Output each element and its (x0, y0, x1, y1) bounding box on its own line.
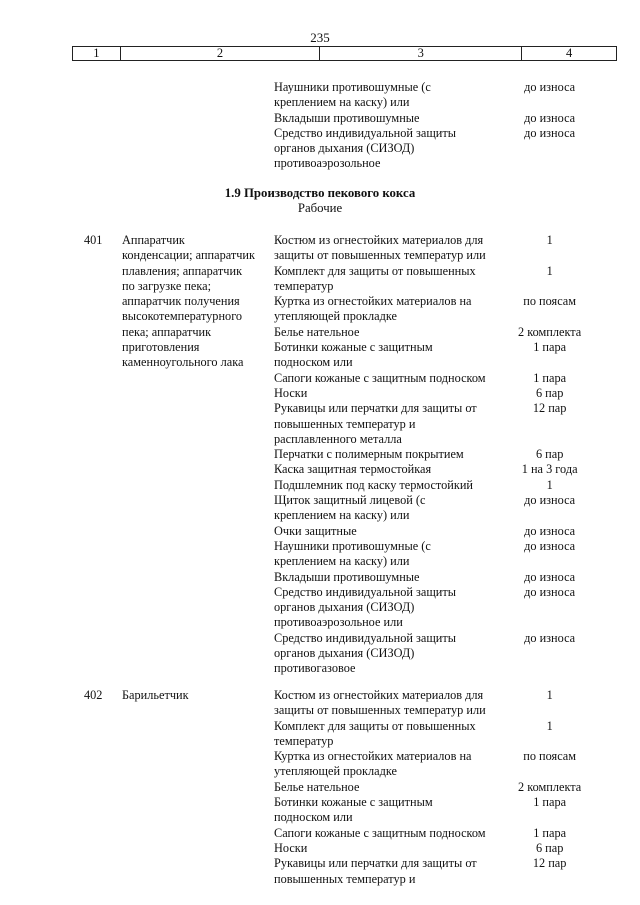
ppe-item-norm (495, 401, 604, 447)
ppe-item-norm-line: до износа (524, 630, 576, 645)
ppe-item-name (274, 340, 495, 371)
profession-line: пека; аппаратчик (122, 324, 212, 339)
ppe-item-name (274, 294, 495, 325)
ppe-item-name-line: Сапоги кожаные с защитным подноском (274, 370, 486, 385)
profession-line: Барильетчик (122, 688, 189, 702)
ppe-item-norm-line (495, 703, 604, 718)
ppe-item-name-line: Носки (274, 385, 308, 400)
ppe-item-norm (495, 264, 604, 295)
ppe-item-norm-line: 6 пар (535, 840, 564, 855)
ppe-item (274, 80, 604, 111)
ppe-item (274, 719, 604, 750)
profession-line: конденсации; аппаратчик (122, 248, 255, 263)
ppe-item-norm (495, 841, 604, 856)
ppe-item-norm (495, 371, 604, 386)
ppe-item-name (274, 233, 495, 264)
ppe-item-name (274, 462, 495, 477)
ppe-item (274, 780, 604, 795)
section-title: 1.9 Производство пекового кокса (224, 186, 416, 200)
ppe-item-norm-line: 1 (546, 688, 553, 702)
profession-line: плавления; аппаратчик (122, 263, 243, 278)
ppe-item-name-line: Средство индивидуальной защиты (274, 584, 457, 599)
ppe-item-norm-line: по поясам (523, 294, 577, 309)
ppe-item (274, 126, 604, 172)
ppe-item-name (274, 524, 495, 539)
ppe-item-norm (495, 826, 604, 841)
ppe-item-norm-line: 12 пар (532, 856, 567, 871)
ppe-item-name-line: противоаэрозольное (274, 156, 381, 171)
ppe-item (274, 447, 604, 462)
ppe-item-name-line: креплением на каску) или (274, 95, 410, 110)
ppe-item (274, 688, 604, 719)
ppe-item-norm-line: до износа (524, 584, 576, 599)
ppe-item-name-line: Подшлемник под каску термостойкий (274, 477, 473, 492)
ppe-item-name (274, 585, 495, 631)
ppe-item-name-line: Наушники противошумные (с (274, 80, 431, 94)
page-number: 235 (310, 30, 330, 45)
ppe-item-norm (495, 585, 604, 631)
ppe-item-name-line: органов дыхания (СИЗОД) (274, 646, 415, 661)
ppe-item-name (274, 719, 495, 750)
ppe-item-name-line: повышенных температур и (274, 416, 416, 431)
ppe-item-name-line: повышенных температур и (274, 871, 416, 886)
ppe-item-norm-line (495, 554, 604, 569)
ppe-item-norm (495, 856, 604, 887)
column-header-4: 4 (566, 46, 573, 60)
continuation-items-list (274, 80, 604, 172)
ppe-item-norm-line (495, 661, 604, 676)
ppe-item-name-line: Вкладыши противошумные (274, 110, 420, 125)
ppe-item-norm-line: 1 (546, 263, 553, 278)
ppe-item-norm (495, 478, 604, 493)
ppe-item-name-line: противогазовое (274, 661, 356, 676)
ppe-item-norm-line (495, 141, 604, 156)
ppe-item (274, 585, 604, 631)
ppe-item-name (274, 386, 495, 401)
ppe-item-name-line: Комплект для защиты от повышенных (274, 263, 476, 278)
ppe-item-norm-line: 1 (546, 718, 553, 733)
ppe-item-norm (495, 386, 604, 401)
ppe-item-name (274, 795, 495, 826)
ppe-item-name-line: Средство индивидуальной защиты (274, 630, 457, 645)
ppe-item-norm (495, 749, 604, 780)
ppe-item-name-line: Белье нательное (274, 324, 360, 339)
ppe-item-name (274, 371, 495, 386)
ppe-item-norm-line: 1 пара (533, 340, 567, 355)
ppe-item-name-line: Куртка из огнестойких материалов на (274, 294, 472, 309)
ppe-item-name-line: противоаэрозольное или (274, 615, 403, 630)
ppe-item-norm (495, 719, 604, 750)
profession-cell (122, 233, 272, 371)
ppe-item-name-line: Очки защитные (274, 523, 357, 538)
ppe-item-norm-line (495, 615, 604, 630)
ppe-item-norm (495, 111, 604, 126)
ppe-item-name (274, 780, 495, 795)
ppe-item (274, 570, 604, 585)
ppe-item-name-line: температур (274, 278, 334, 293)
ppe-item-norm-line: 1 (546, 233, 553, 247)
ppe-item-norm-line: до износа (524, 523, 576, 538)
ppe-item-norm-line (495, 872, 604, 887)
ppe-item-name (274, 841, 495, 856)
profession-line: Аппаратчик (122, 233, 185, 247)
ppe-item-name-line: Средство индивидуальной защиты (274, 125, 457, 140)
ppe-item (274, 539, 604, 570)
ppe-item-name-line: Щиток защитный лицевой (с (274, 493, 426, 508)
ppe-item (274, 371, 604, 386)
ppe-item-name-line: креплением на каску) или (274, 508, 410, 523)
profession-cell (122, 688, 272, 703)
ppe-item (274, 325, 604, 340)
ppe-item-name (274, 126, 495, 172)
ppe-item-norm-line: до износа (524, 538, 576, 553)
ppe-item-norm-line (495, 764, 604, 779)
ppe-item-norm-line (495, 355, 604, 370)
ppe-item (274, 826, 604, 841)
ppe-item-name (274, 631, 495, 677)
ppe-items-list (274, 688, 604, 887)
ppe-item-norm (495, 524, 604, 539)
ppe-item-norm-line: до износа (524, 80, 576, 94)
ppe-item (274, 386, 604, 401)
ppe-item-norm-line (495, 248, 604, 263)
ppe-item-name-line: креплением на каску) или (274, 554, 410, 569)
ppe-item-norm (495, 447, 604, 462)
ppe-item-norm-line: 1 пара (533, 825, 567, 840)
ppe-item-norm (495, 126, 604, 172)
ppe-item-name-line: утепляющей прокладке (274, 764, 397, 779)
profession-line: по загрузке пека; (122, 278, 212, 293)
row-number: 402 (84, 688, 103, 702)
ppe-item-name-line: Костюм из огнестойких материалов для (274, 688, 484, 702)
ppe-item-norm-line (495, 600, 604, 615)
ppe-item-norm-line (495, 646, 604, 661)
ppe-item-norm-line: 12 пар (532, 401, 567, 416)
ppe-item-norm (495, 340, 604, 371)
ppe-item-norm (495, 233, 604, 264)
ppe-item-name-line: Комплект для защиты от повышенных (274, 718, 476, 733)
ppe-item-norm-line: по поясам (523, 749, 577, 764)
ppe-item-name-line: Вкладыши противошумные (274, 569, 420, 584)
ppe-item (274, 111, 604, 126)
ppe-item (274, 294, 604, 325)
ppe-item-norm-line: 1 пара (533, 795, 567, 810)
ppe-item-norm (495, 325, 604, 340)
ppe-items-list (274, 233, 604, 677)
ppe-item-norm (495, 462, 604, 477)
ppe-item-name-line: утепляющей прокладке (274, 309, 397, 324)
profession-line: приготовления (122, 340, 200, 355)
ppe-item-name (274, 325, 495, 340)
ppe-item-name-line: расплавленного металла (274, 431, 402, 446)
ppe-item-norm-line: 1 на 3 года (521, 462, 578, 477)
ppe-item-norm-line (495, 417, 604, 432)
ppe-item-name (274, 826, 495, 841)
ppe-item-name-line: Куртка из огнестойких материалов на (274, 749, 472, 764)
ppe-item-name-line: Ботинки кожаные с защитным (274, 795, 433, 810)
ppe-item-norm-line (495, 309, 604, 324)
column-header-1: 1 (73, 47, 121, 60)
ppe-item-norm-line (495, 279, 604, 294)
ppe-item-name (274, 80, 495, 111)
ppe-item-norm-line: 6 пар (535, 447, 564, 462)
ppe-item (274, 631, 604, 677)
ppe-item-name (274, 688, 495, 719)
ppe-item-name (274, 447, 495, 462)
ppe-item-name-line: Наушники противошумные (с (274, 538, 431, 553)
ppe-item-name (274, 478, 495, 493)
ppe-item (274, 340, 604, 371)
ppe-item-name-line: температур (274, 733, 334, 748)
ppe-item-norm-line (495, 810, 604, 825)
ppe-item-norm-line: 1 (546, 477, 553, 492)
ppe-item-name-line: Белье нательное (274, 779, 360, 794)
ppe-item-norm-line: 1 пара (533, 370, 567, 385)
ppe-item-norm (495, 539, 604, 570)
ppe-item-norm (495, 493, 604, 524)
ppe-item-name-line: Каска защитная термостойкая (274, 462, 432, 477)
ppe-item-name-line: подноском или (274, 810, 353, 825)
ppe-item-name-line: защиты от повышенных температур или (274, 703, 486, 718)
ppe-item-norm (495, 294, 604, 325)
ppe-item-norm-line (495, 432, 604, 447)
ppe-item (274, 795, 604, 826)
profession-line: высокотемпературного (122, 309, 243, 324)
ppe-item-norm (495, 631, 604, 677)
ppe-item-norm-line: до износа (524, 569, 576, 584)
ppe-item-norm-line: до износа (524, 493, 576, 508)
ppe-item-name-line: Перчатки с полимерным покрытием (274, 447, 464, 462)
ppe-item (274, 841, 604, 856)
ppe-item-norm (495, 688, 604, 719)
ppe-item-name (274, 401, 495, 447)
ppe-item-norm-line (495, 508, 604, 523)
ppe-item-norm-line (495, 156, 604, 171)
ppe-item-norm-line (495, 734, 604, 749)
ppe-item-norm-line: до износа (524, 125, 576, 140)
ppe-item-norm-line: 2 комплекта (518, 324, 582, 339)
ppe-item-norm-line: 6 пар (535, 385, 564, 400)
profession-line: каменноугольного лака (122, 355, 244, 370)
ppe-item-norm (495, 795, 604, 826)
ppe-item-norm (495, 780, 604, 795)
ppe-item (274, 233, 604, 264)
ppe-item-name-line: подноском или (274, 355, 353, 370)
column-header-3: 3 (320, 47, 522, 60)
ppe-item-name (274, 570, 495, 585)
ppe-item-name-line: Костюм из огнестойких материалов для (274, 233, 484, 247)
ppe-item-name (274, 111, 495, 126)
ppe-item-name (274, 539, 495, 570)
ppe-item-norm-line: до износа (524, 110, 576, 125)
ppe-item-name-line: Носки (274, 840, 308, 855)
column-header-2: 2 (121, 47, 320, 60)
ppe-item-name-line: Ботинки кожаные с защитным (274, 340, 433, 355)
ppe-item (274, 462, 604, 477)
ppe-item-norm-line: 2 комплекта (518, 779, 582, 794)
ppe-item (274, 524, 604, 539)
ppe-item-norm (495, 570, 604, 585)
ppe-item-name (274, 749, 495, 780)
ppe-item-name-line: защиты от повышенных температур или (274, 248, 486, 263)
ppe-item (274, 264, 604, 295)
ppe-item-name-line: органов дыхания (СИЗОД) (274, 141, 415, 156)
ppe-item-norm (495, 80, 604, 111)
profession-line: аппаратчик получения (122, 294, 240, 309)
ppe-item-name-line: Рукавицы или перчатки для защиты от (274, 401, 477, 416)
ppe-item-name-line: Сапоги кожаные с защитным подноском (274, 825, 486, 840)
section-subtitle: Рабочие (297, 201, 343, 215)
ppe-item-name-line: органов дыхания (СИЗОД) (274, 600, 415, 615)
ppe-item-name-line: Рукавицы или перчатки для защиты от (274, 856, 477, 871)
ppe-item (274, 478, 604, 493)
row-number: 401 (84, 233, 103, 247)
ppe-item (274, 493, 604, 524)
ppe-item-name (274, 264, 495, 295)
ppe-item (274, 856, 604, 887)
ppe-item (274, 401, 604, 447)
ppe-item (274, 749, 604, 780)
ppe-item-name (274, 493, 495, 524)
ppe-item-name (274, 856, 495, 887)
ppe-item-norm-line (495, 95, 604, 110)
